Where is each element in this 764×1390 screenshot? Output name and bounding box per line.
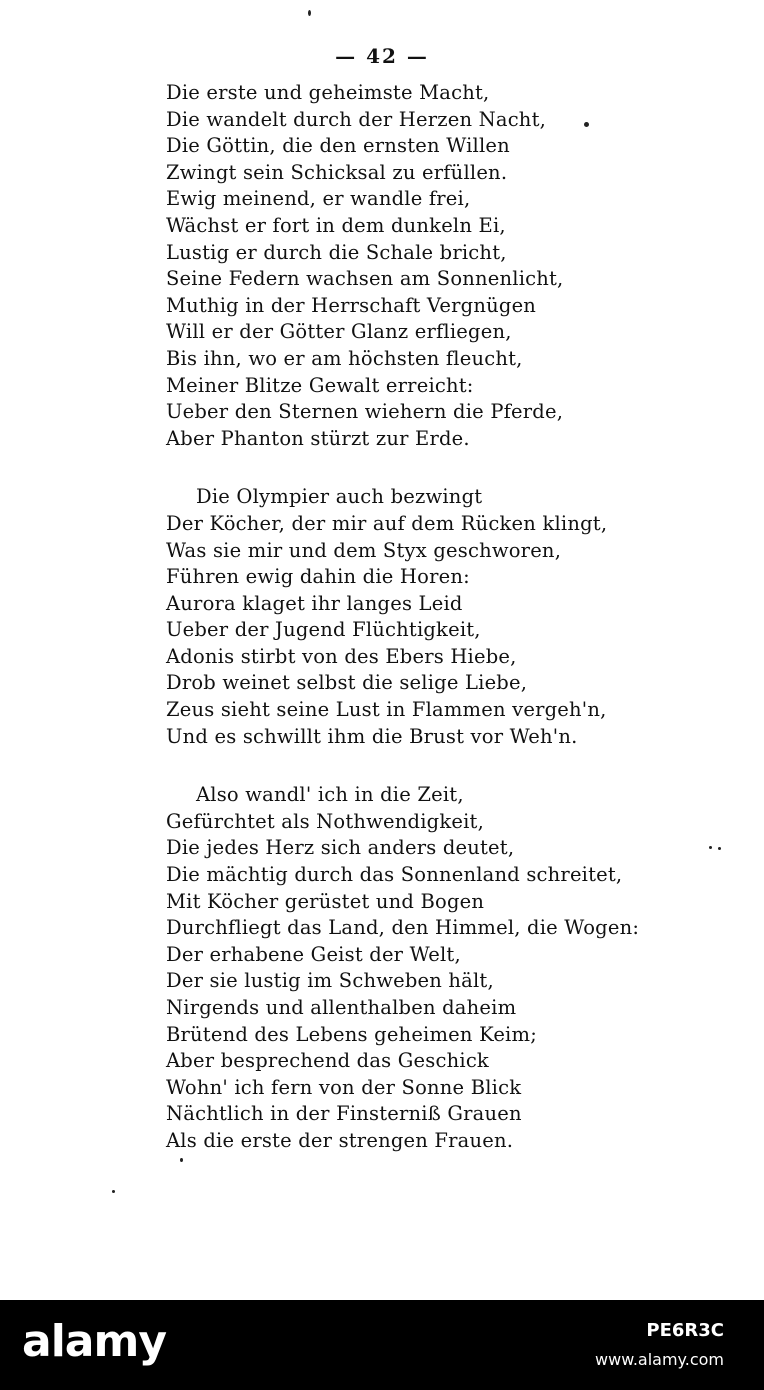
verse-line: Der Köcher, der mir auf dem Rücken klingt, <box>166 511 608 535</box>
verse-line: Ueber der Jugend Flüchtigkeit, <box>166 618 481 642</box>
verse-line: Zeus sieht seine Lust in Flammen vergeh'n, <box>166 698 607 722</box>
poem-text <box>166 80 686 1155</box>
verse-line: Die jedes Herz sich anders deutet, <box>166 836 515 860</box>
watermark-banner <box>0 1300 764 1390</box>
page-number: — 42 — <box>335 44 429 68</box>
verse-line: Der erhabene Geist der Welt, <box>166 942 461 966</box>
alamy-logo: alamy <box>22 1316 166 1367</box>
verse-line: Nächtlich in der Finsterniß Grauen <box>166 1102 522 1126</box>
stanza-2 <box>166 484 686 750</box>
verse-line: Als die erste der strengen Frauen. <box>166 1128 514 1152</box>
verse-line: Mit Köcher gerüstet und Bogen <box>166 889 485 913</box>
verse-line: Die erste und geheimste Macht, <box>166 81 490 104</box>
verse-line: Wohn' ich fern von der Sonne Blick <box>166 1075 522 1099</box>
verse-line: Nirgends und allenthalben daheim <box>166 996 517 1019</box>
verse-line: Die wandelt durch der Herzen Nacht, <box>166 107 547 131</box>
verse-line: Die Olympier auch bezwingt <box>196 485 483 509</box>
verse-line: Der sie lustig im Schweben hält, <box>166 969 494 993</box>
verse-line: Wächst er fort in dem dunkeln Ei, <box>166 213 506 237</box>
verse-line: Zwingt sein Schicksal zu erfüllen. <box>166 160 508 184</box>
image-id: PE6R3C <box>646 1320 724 1341</box>
verse-line: Ueber den Sternen wiehern die Pferde, <box>166 400 564 424</box>
verse-line: Aurora klaget ihr langes Leid <box>166 591 463 615</box>
verse-line: Aber besprechend das Geschick <box>166 1049 489 1073</box>
verse-line: Also wandl' ich in die Zeit, <box>196 783 464 807</box>
print-speck <box>709 846 712 849</box>
verse-line: Ewig meinend, er wandle frei, <box>166 187 471 211</box>
print-speck <box>112 1190 115 1193</box>
verse-line: Was sie mir und dem Styx geschworen, <box>166 538 562 562</box>
print-speck <box>308 10 311 16</box>
verse-line: Führen ewig dahin die Horen: <box>166 565 470 589</box>
verse-line: Drob weinet selbst die selige Liebe, <box>166 671 528 695</box>
verse-line: Lustig er durch die Schale bricht, <box>166 240 507 264</box>
verse-line: Gefürchtet als Nothwendigkeit, <box>166 809 484 833</box>
verse-line: Bis ihn, wo er am höchsten fleucht, <box>166 346 523 370</box>
verse-line: Aber Phanton stürzt zur Erde. <box>166 426 470 450</box>
verse-line: Meiner Blitze Gewalt erreicht: <box>166 373 474 397</box>
verse-line: Adonis stirbt von des Ebers Hiebe, <box>166 644 517 668</box>
print-speck <box>718 847 721 850</box>
stanza-1 <box>166 80 686 452</box>
stanza-3 <box>166 782 686 1154</box>
verse-line: Brütend des Lebens geheimen Keim; <box>166 1022 537 1046</box>
verse-line: Die mächtig durch das Sonnenland schreitet, <box>166 863 623 887</box>
website-url: www.alamy.com <box>595 1350 724 1369</box>
print-speck <box>180 1158 183 1162</box>
verse-line: Muthig in der Herrschaft Vergnügen <box>166 293 537 317</box>
verse-line: Seine Federn wachsen am Sonnenlicht, <box>166 267 564 291</box>
verse-line: Und es schwillt ihm die Brust vor Weh'n. <box>166 724 578 748</box>
verse-line: Will er der Götter Glanz erfliegen, <box>166 320 512 344</box>
verse-line: Durchfliegt das Land, den Himmel, die Wogen: <box>166 916 640 940</box>
verse-line: Die Göttin, die den ernsten Willen <box>166 134 510 158</box>
